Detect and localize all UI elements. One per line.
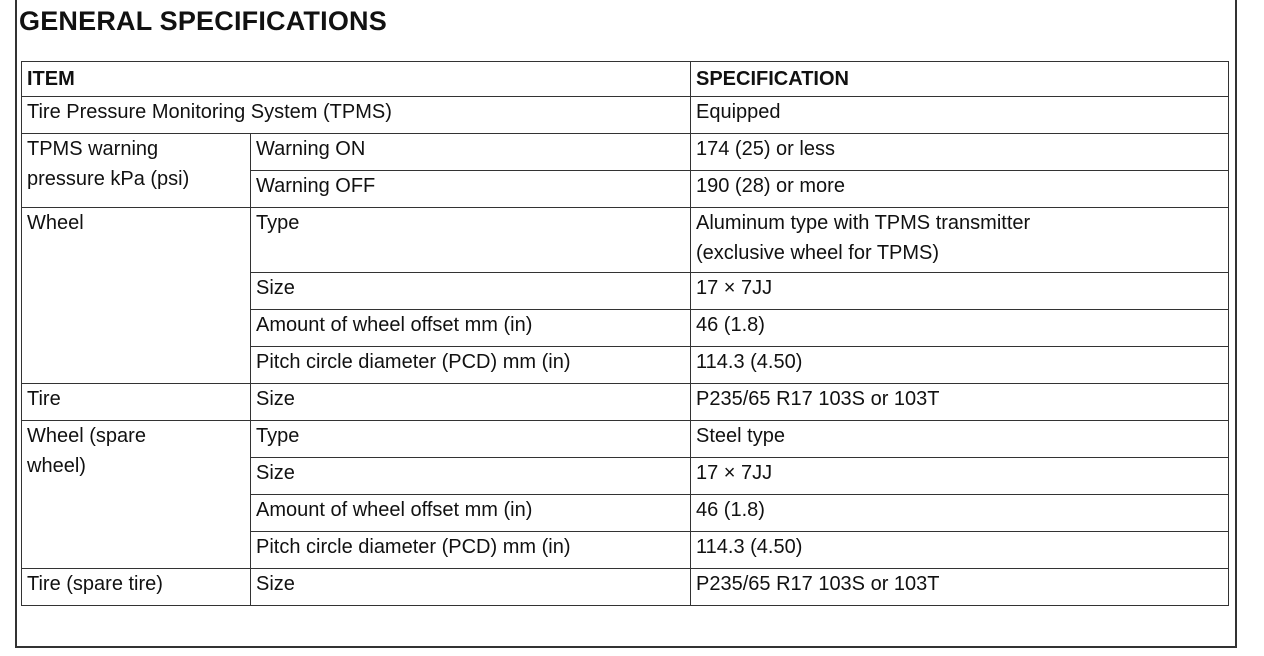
table-row bbox=[22, 384, 1229, 421]
warning-off-label: Warning OFF bbox=[251, 171, 691, 208]
spare-tire-group: Tire (spare tire) bbox=[22, 569, 251, 606]
wheel-type-label: Type bbox=[251, 208, 691, 273]
spare-wheel-size-value: 17 × 7JJ bbox=[691, 458, 1229, 495]
spare-wheel-size-label: Size bbox=[251, 458, 691, 495]
page-title: GENERAL SPECIFICATIONS bbox=[19, 6, 387, 36]
spare-wheel-type-label: Type bbox=[251, 421, 691, 458]
spare-wheel-pcd-value: 114.3 (4.50) bbox=[691, 532, 1229, 569]
spare-wheel-type-value: Steel type bbox=[691, 421, 1229, 458]
tire-size-value: P235/65 R17 103S or 103T bbox=[691, 384, 1229, 421]
tpms-label: Tire Pressure Monitoring System (TPMS) bbox=[22, 97, 691, 134]
spare-wheel-pcd-label: Pitch circle diameter (PCD) mm (in) bbox=[251, 532, 691, 569]
table-row bbox=[22, 134, 1229, 171]
wheel-offset-label: Amount of wheel offset mm (in) bbox=[251, 310, 691, 347]
header-item: ITEM bbox=[22, 62, 691, 97]
warning-off-value: 190 (28) or more bbox=[691, 171, 1229, 208]
spec-table bbox=[21, 61, 1229, 606]
wheel-pcd-value: 114.3 (4.50) bbox=[691, 347, 1229, 384]
header-specification: SPECIFICATION bbox=[691, 62, 1229, 97]
table-row bbox=[22, 569, 1229, 606]
table-row bbox=[22, 208, 1229, 273]
spare-tire-size-label: Size bbox=[251, 569, 691, 606]
warning-on-label: Warning ON bbox=[251, 134, 691, 171]
warning-group: TPMS warning pressure kPa (psi) bbox=[22, 134, 251, 208]
tpms-value: Equipped bbox=[691, 97, 1229, 134]
wheel-size-label: Size bbox=[251, 273, 691, 310]
table-row bbox=[22, 421, 1229, 458]
table-header-row bbox=[22, 62, 1229, 97]
wheel-group: Wheel bbox=[22, 208, 251, 384]
warning-on-value: 174 (25) or less bbox=[691, 134, 1229, 171]
tire-group: Tire bbox=[22, 384, 251, 421]
wheel-size-value: 17 × 7JJ bbox=[691, 273, 1229, 310]
table-row bbox=[22, 97, 1229, 134]
spare-tire-size-value: P235/65 R17 103S or 103T bbox=[691, 569, 1229, 606]
wheel-type-value: Aluminum type with TPMS transmitter (exclusive wheel for TPMS) bbox=[691, 208, 1229, 273]
spare-wheel-offset-value: 46 (1.8) bbox=[691, 495, 1229, 532]
wheel-pcd-label: Pitch circle diameter (PCD) mm (in) bbox=[251, 347, 691, 384]
tire-size-label: Size bbox=[251, 384, 691, 421]
wheel-offset-value: 46 (1.8) bbox=[691, 310, 1229, 347]
spare-wheel-group: Wheel (spare wheel) bbox=[22, 421, 251, 569]
spare-wheel-offset-label: Amount of wheel offset mm (in) bbox=[251, 495, 691, 532]
